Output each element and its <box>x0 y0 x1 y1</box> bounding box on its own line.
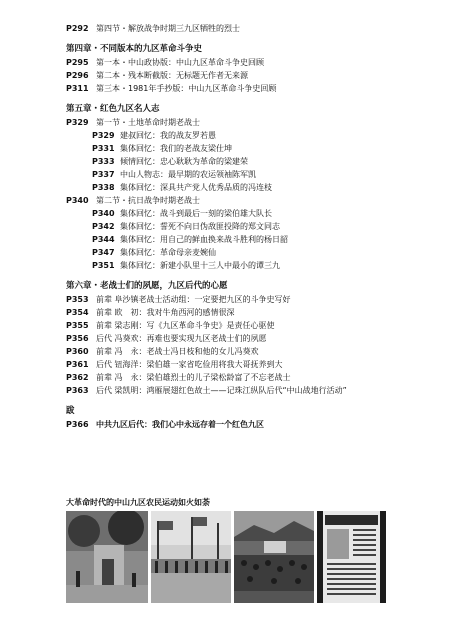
entry-title: 中共九区后代：我们心中永远存着一个红色九区 <box>96 420 264 429</box>
page-number: P363 <box>66 386 89 395</box>
page-number: P311 <box>66 84 89 93</box>
toc-entry <box>66 332 446 345</box>
toc-entry <box>66 129 446 142</box>
entry-title: 前辈 冯 永：老战士冯日枝和他的女儿冯葵欢 <box>96 347 259 356</box>
chapter-heading: 第六章・老战士们的夙愿，九区后代的心愿 <box>66 281 228 291</box>
toc-section <box>66 116 446 129</box>
entry-title: 前辈 阜沙镇老战士活动组：一定要把九区的斗争史写好 <box>96 295 291 304</box>
page-number: P342 <box>92 222 115 231</box>
toc-entry <box>66 181 446 194</box>
page-number: P295 <box>66 58 89 67</box>
toc-entry <box>66 168 446 181</box>
toc-entry <box>66 69 446 82</box>
toc-entry <box>66 56 446 69</box>
toc-entry <box>66 384 446 397</box>
photo-crowd-procession <box>151 511 231 603</box>
entry-title: 集体回忆：誓死不向日伪敌匪投降的郑文同志 <box>120 222 280 231</box>
toc-entry <box>66 418 446 431</box>
entry-title: 后代 冯葵欢：再难也要实现九区老战士们的夙愿 <box>96 334 267 343</box>
photo-village-gate <box>66 511 148 603</box>
page-number: P337 <box>92 170 115 179</box>
page-number: P353 <box>66 295 89 304</box>
table-of-contents <box>66 22 446 431</box>
page-number: P333 <box>92 157 115 166</box>
toc-entry <box>66 246 446 259</box>
entry-title: 前辈 梁志刚：写《九区革命斗争史》是责任心驱使 <box>96 321 275 330</box>
entry-title: 集体回忆：革命母亲麦婉仙 <box>120 248 216 257</box>
entry-title: 倾情回忆：忠心耿耿为革命的梁建荣 <box>120 157 248 166</box>
chapter-heading: 第五章・红色九区名人志 <box>66 104 160 114</box>
page-number: P355 <box>66 321 89 330</box>
entry-title: 集体回忆：用自己的鲜血换来战斗胜利的杨日韶 <box>120 235 288 244</box>
toc-entry <box>66 259 446 272</box>
entry-title: 后代 梁凯明：鸿雁展翅红色故土——记珠江纵队后代“中山战地行活动” <box>96 386 347 395</box>
postscript-heading: 跋 <box>66 406 75 416</box>
section-title: 第一节・土地革命时期老战士 <box>96 118 200 127</box>
page-number: P329 <box>92 131 115 140</box>
entry-title: 第三本・1981年手抄版：中山九区革命斗争史回顾 <box>96 84 277 93</box>
toc-entry <box>66 82 446 95</box>
page-number: P347 <box>92 248 115 257</box>
page-number: P356 <box>66 334 89 343</box>
entry-title: 集体回忆：我们的老战友梁仕坤 <box>120 144 232 153</box>
entry-title: 集体回忆：深具共产党人优秀品质的冯连枝 <box>120 183 272 192</box>
toc-entry <box>66 358 446 371</box>
page-number: P361 <box>66 360 89 369</box>
page-number: P362 <box>66 373 89 382</box>
entry-title: 第四节・解放战争时期三九区牺牲的烈士 <box>96 24 240 33</box>
entry-title: 前辈 欧 初：我对牛角西河的感情很深 <box>96 308 235 317</box>
page-number: P340 <box>66 196 89 205</box>
toc-entry <box>66 319 446 332</box>
toc-section <box>66 194 446 207</box>
page-number: P296 <box>66 71 89 80</box>
entry-title: 集体回忆：战斗到最后一刻的梁伯雄大队长 <box>120 209 272 218</box>
toc-entry <box>66 142 446 155</box>
photo-mass-rally <box>234 511 314 603</box>
entry-title: 集体回忆：新建小队里十三人中最小的谭三九 <box>120 261 280 270</box>
toc-entry <box>66 371 446 384</box>
page-number: P331 <box>92 144 115 153</box>
page-number: P329 <box>66 118 89 127</box>
entry-title: 前辈 冯 永：梁伯雄烈士的儿子梁松龄富了不忘老战士 <box>96 373 291 382</box>
page-number: P292 <box>66 24 89 33</box>
photo-newspaper-clipping <box>317 511 386 603</box>
toc-entry <box>66 233 446 246</box>
page-number: P344 <box>92 235 115 244</box>
page-number: P354 <box>66 308 89 317</box>
page-number: P366 <box>66 420 89 429</box>
section-title: 第二节・抗日战争时期老战士 <box>96 196 200 205</box>
toc-entry <box>66 22 446 35</box>
entry-title: 中山人物志：最早期的农运领袖陈军凯 <box>120 170 256 179</box>
entry-title: 建叔回忆：我的战友罗若愚 <box>120 131 216 140</box>
toc-entry <box>66 155 446 168</box>
toc-entry <box>66 220 446 233</box>
entry-title: 第二本・残本断截版：无标题无作者无来源 <box>96 71 248 80</box>
toc-entry <box>66 306 446 319</box>
page-number: P338 <box>92 183 115 192</box>
page-number: P360 <box>66 347 89 356</box>
toc-entry <box>66 207 446 220</box>
page-number: P351 <box>92 261 115 270</box>
chapter-heading: 第四章・不同版本的九区革命斗争史 <box>66 44 203 54</box>
photo-caption: 大革命时代的中山九区农民运动如火如荼 <box>66 498 210 507</box>
toc-entry <box>66 345 446 358</box>
page-number: P340 <box>92 209 115 218</box>
photo-strip <box>66 511 386 603</box>
entry-title: 第一本・中山政协版：中山九区革命斗争史回顾 <box>96 58 264 67</box>
toc-entry <box>66 293 446 306</box>
entry-title: 后代 钮海洋：梁伯雄一家省吃俭用将我大哥抚养到大 <box>96 360 283 369</box>
